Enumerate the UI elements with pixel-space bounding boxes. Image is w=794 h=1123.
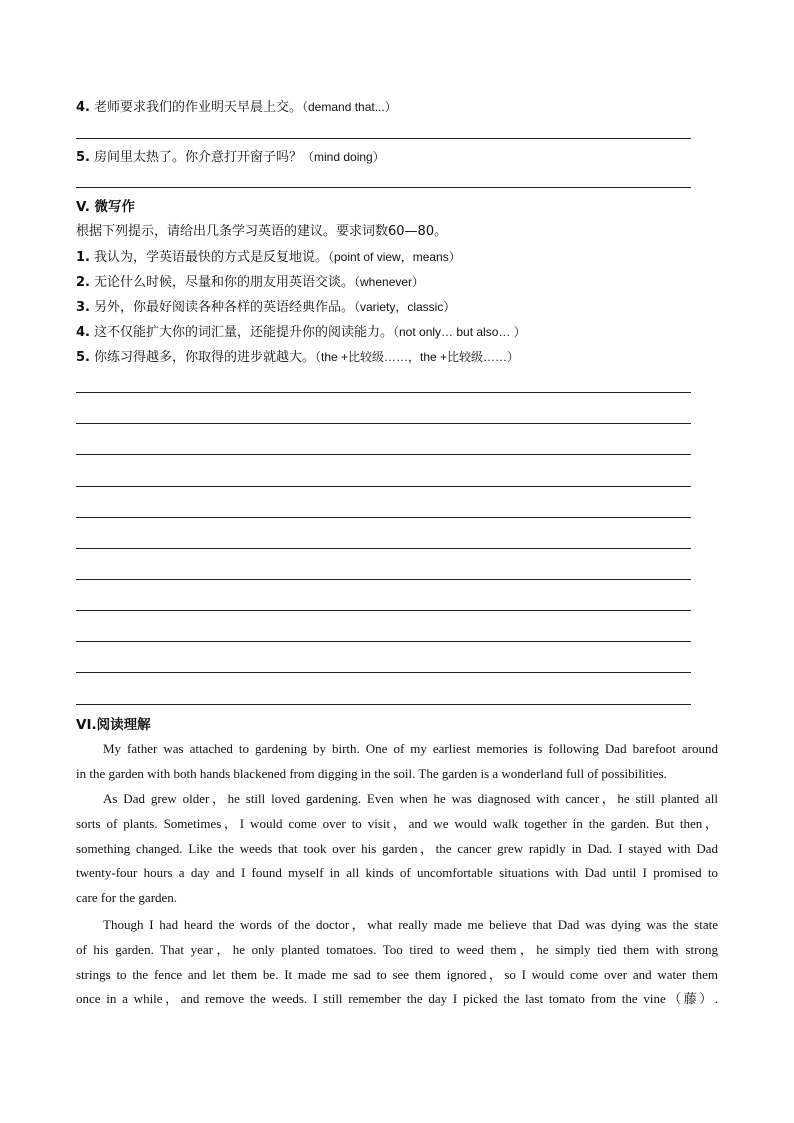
text-line: strings to the fence and let them be. It made me sad to see them ignored，so I would come over and water them — [76, 966, 718, 982]
item-text: 房间里太热了。你介意打开窗子吗？ — [93, 150, 302, 165]
writing-line[interactable] — [76, 548, 691, 549]
prompt-hint: （the +比较级……，the +比较级……） — [315, 350, 520, 364]
translation-item-5 — [76, 149, 716, 166]
prompt-hint: （variety，classic） — [354, 300, 456, 314]
prompt-number: 4. — [76, 325, 90, 340]
writing-line[interactable] — [76, 641, 691, 642]
item-text: 老师要求我们的作业明天早晨上交。 — [93, 100, 302, 115]
prompt-number: 1. — [76, 250, 90, 265]
writing-prompt-4 — [76, 324, 716, 341]
writing-line[interactable] — [76, 454, 691, 455]
item-hint: （demand that...） — [302, 100, 397, 114]
text-line: sorts of plants. Sometimes，I would come over to visit，and we would walk together in the garden. But then， — [76, 815, 718, 831]
text-line: of his garden. That year，he only planted tomatoes. Too tired to weed them，he simply tied them with strong — [76, 941, 718, 957]
answer-line[interactable] — [76, 187, 691, 188]
item-number: 5. — [76, 150, 90, 165]
writing-prompt-2 — [76, 274, 716, 291]
writing-instruction: 根据下列提示，请给出几条学习英语的建议。要求词数60—80。 — [76, 224, 448, 239]
prompt-text: 你练习得越多，你取得的进步就越大。 — [93, 350, 315, 365]
prompt-text: 无论什么时候，尽量和你的朋友用英语交谈。 — [93, 275, 354, 290]
writing-line[interactable] — [76, 423, 691, 424]
translation-item-4 — [76, 99, 716, 116]
writing-prompt-5 — [76, 349, 716, 366]
text-line: As Dad grew older，he still loved gardening. Even when he was diagnosed with cancer，he still planted all — [103, 791, 718, 806]
prompt-number: 3. — [76, 300, 90, 315]
writing-prompt-3 — [76, 299, 716, 316]
prompt-text: 另外，你最好阅读各种各样的英语经典作品。 — [93, 300, 354, 315]
prompt-text: 我认为，学英语最快的方式是反复地说。 — [93, 250, 328, 265]
text-line: twenty-four hours a day and I found myself in all kinds of uncomfortable situations with Dad until I promised to — [76, 865, 718, 881]
writing-line[interactable] — [76, 392, 691, 393]
item-number: 4. — [76, 100, 90, 115]
prompt-hint: （point of view，means） — [328, 250, 461, 264]
prompt-hint: （not only… but also… ） — [393, 325, 526, 339]
text-line: My father was attached to gardening by birth. One of my earliest memories is following Dad barefoot around — [103, 741, 718, 756]
text-line: something changed. Like the weeds that took over his garden，the cancer grew rapidly in Dad. I stayed with Dad — [76, 840, 718, 856]
writing-line[interactable] — [76, 704, 691, 705]
writing-prompt-1 — [76, 249, 716, 266]
answer-line[interactable] — [76, 138, 691, 139]
reading-paragraph-1 — [76, 737, 718, 787]
prompt-hint: （whenever） — [354, 275, 425, 289]
writing-line[interactable] — [76, 610, 691, 611]
text-line: in the garden with both hands blackened from digging in the soil. The garden is a wonderland full of possibilities. — [76, 765, 667, 781]
text-line: care for the garden. — [76, 890, 178, 906]
text-line: Though I had heard the words of the doctor，what really made me believe that Dad was dying was the state — [103, 917, 718, 932]
prompt-text: 这不仅能扩大你的词汇量，还能提升你的阅读能力。 — [93, 325, 393, 340]
text-line: once in a while，and remove the weeds. I still remember the day I picked the last tomato from the vine（藤）. — [76, 991, 718, 1007]
prompt-number: 5. — [76, 350, 90, 365]
prompt-number: 2. — [76, 275, 90, 290]
reading-paragraph-2 — [76, 787, 718, 911]
item-hint: （mind doing） — [302, 150, 385, 164]
writing-line[interactable] — [76, 486, 691, 487]
reading-paragraph-3 — [76, 913, 718, 1012]
section-heading-writing: V. 微写作 — [76, 199, 136, 215]
writing-line[interactable] — [76, 672, 691, 673]
writing-line[interactable] — [76, 579, 691, 580]
section-heading-reading: VI.阅读理解 — [76, 717, 151, 733]
writing-line[interactable] — [76, 517, 691, 518]
